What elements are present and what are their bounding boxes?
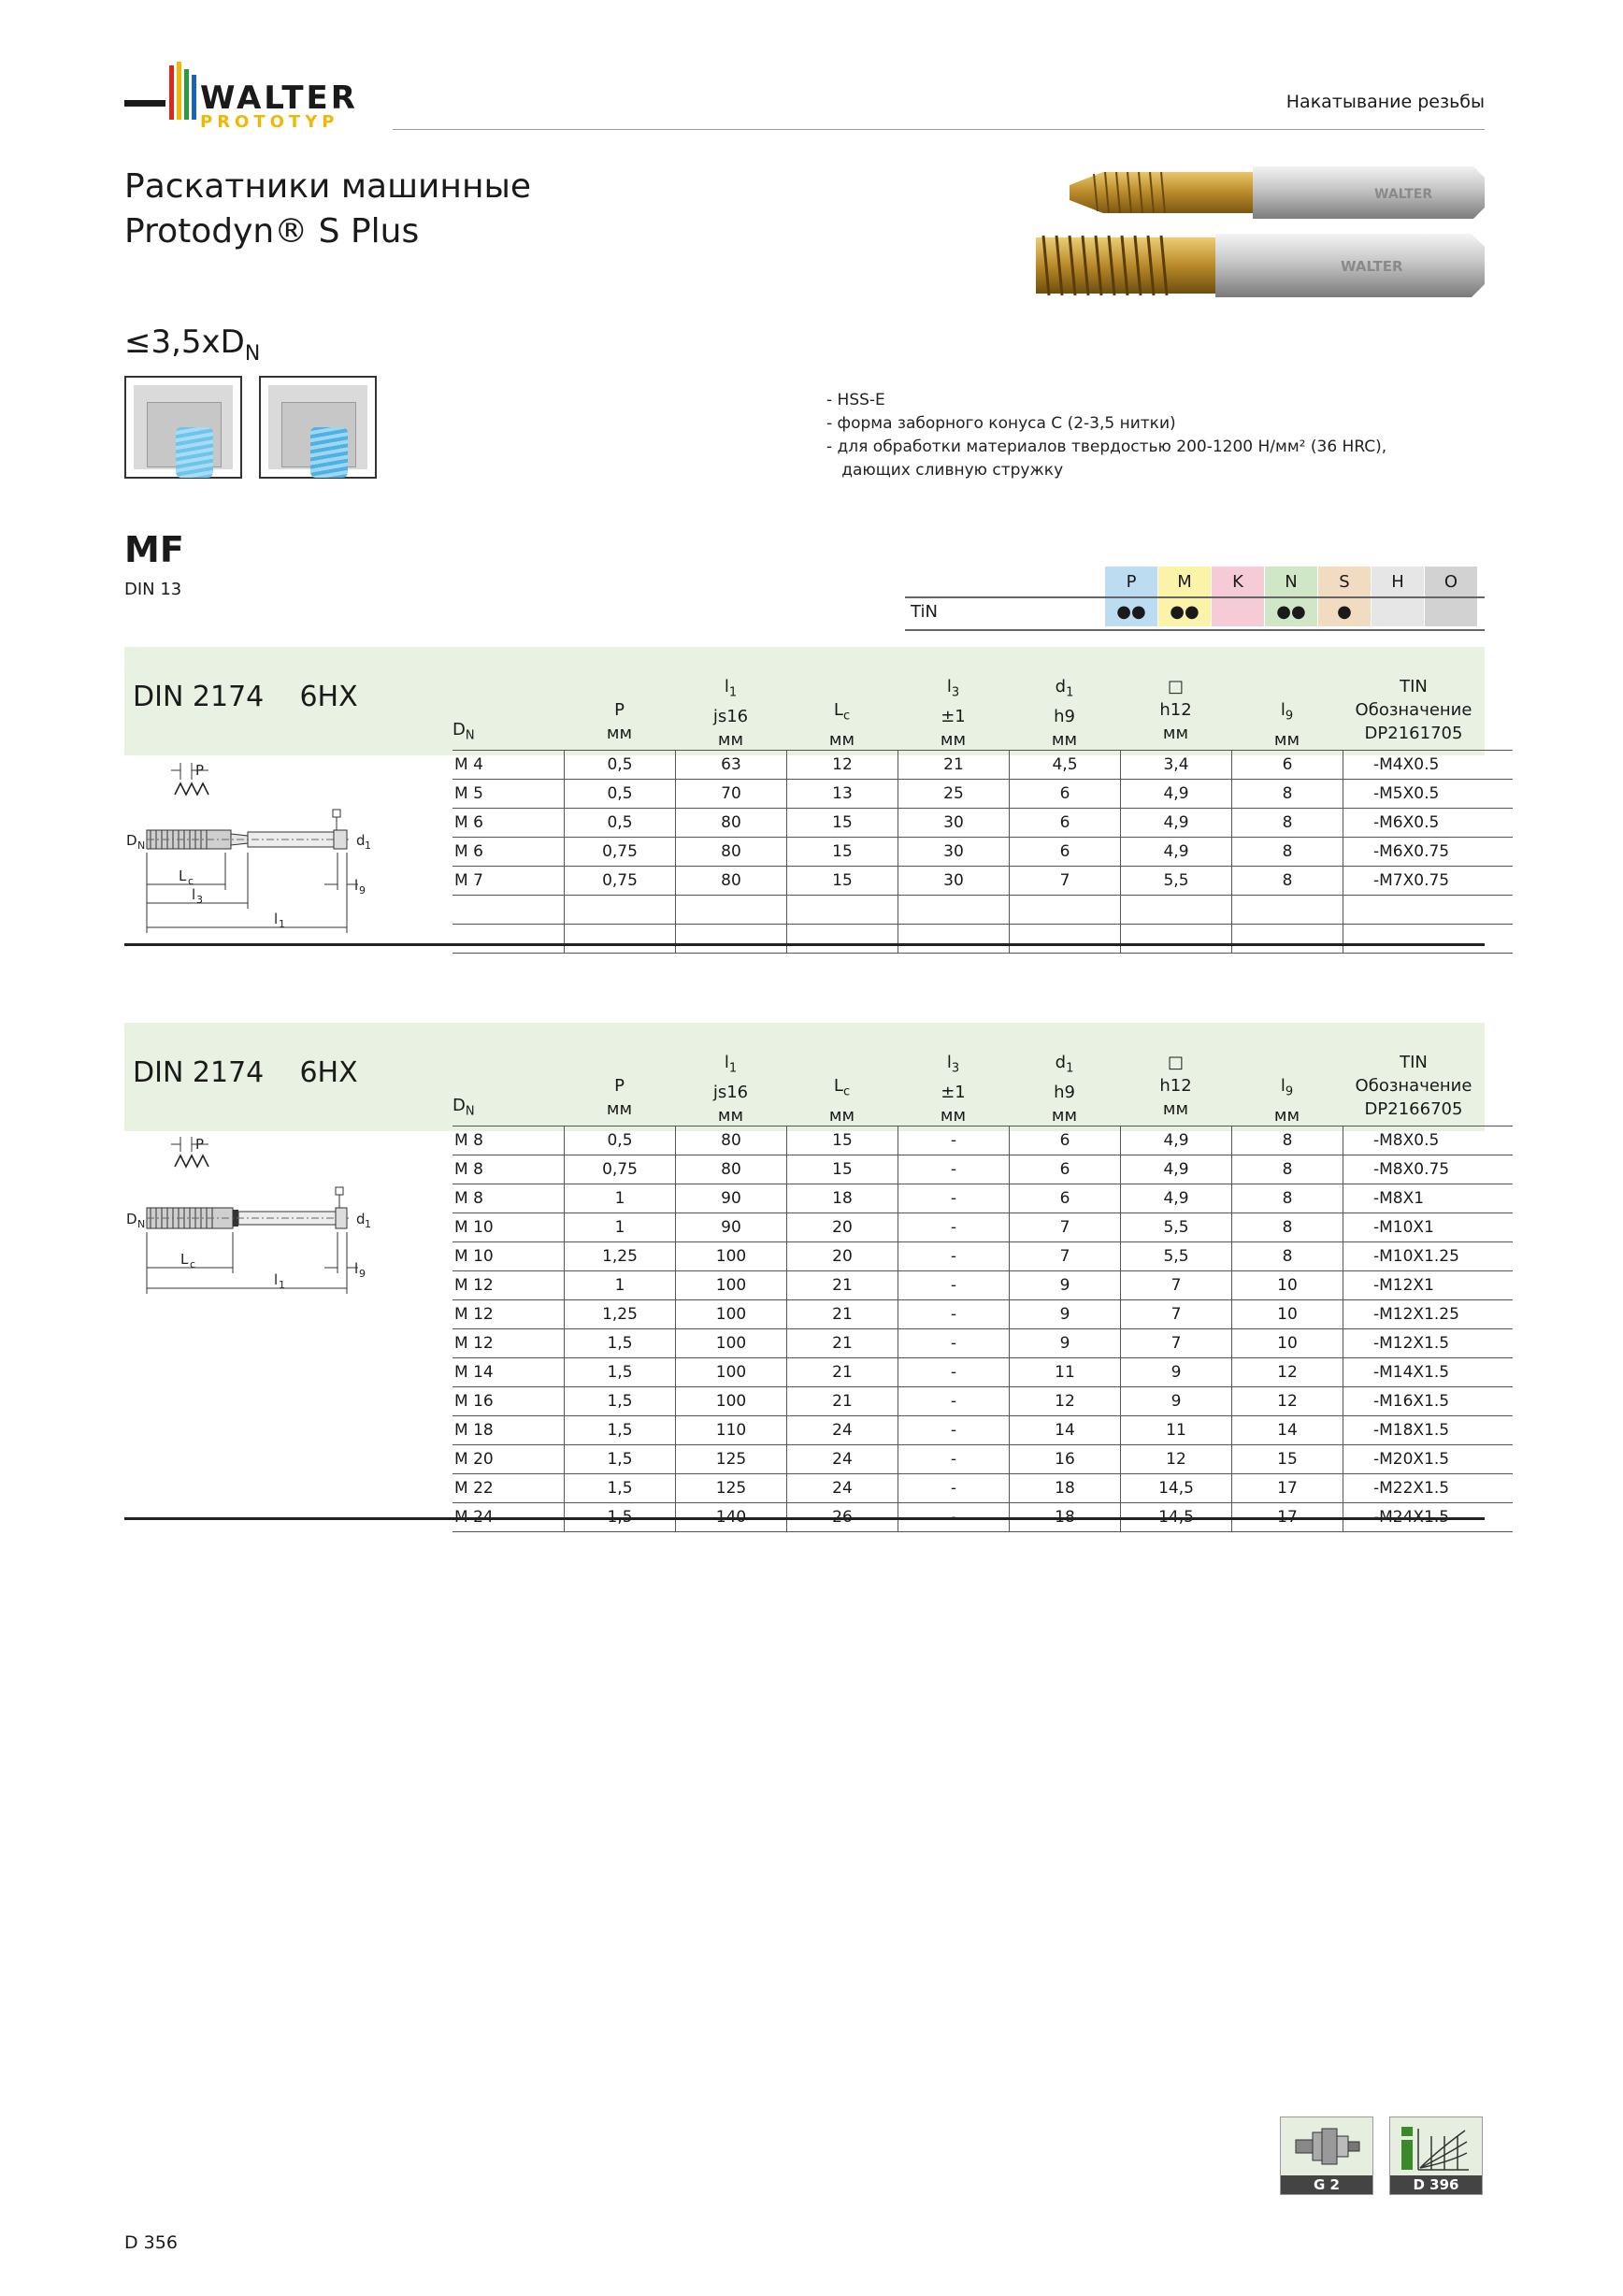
table-cell: 15 bbox=[1232, 1445, 1343, 1474]
table-cell bbox=[565, 896, 676, 925]
table-cell: 21 bbox=[898, 751, 1010, 780]
table-cell: 6 bbox=[1232, 751, 1343, 780]
material-rule bbox=[905, 596, 1485, 598]
table-cell: 1,5 bbox=[565, 1445, 676, 1474]
svg-text:9: 9 bbox=[359, 884, 366, 897]
table-cell: 25 bbox=[898, 780, 1010, 809]
material-n: N bbox=[1265, 567, 1318, 596]
table-cell: M 5 bbox=[452, 780, 565, 809]
table-cell: 1,25 bbox=[565, 1300, 676, 1329]
table-cell: 8 bbox=[1232, 1242, 1343, 1271]
table-cell: 1,5 bbox=[565, 1387, 676, 1416]
table-cell: 125 bbox=[676, 1445, 787, 1474]
table-cell: - bbox=[898, 1416, 1010, 1445]
svg-text:c: c bbox=[188, 875, 194, 887]
feature-item: - для обработки материалов твердостью 200-1200 Н/мм² (36 HRC), bbox=[826, 438, 1387, 456]
svg-text:WALTER: WALTER bbox=[1374, 187, 1433, 202]
table-row bbox=[452, 780, 1513, 809]
svg-text:1: 1 bbox=[279, 1279, 285, 1291]
col-l1: $l_1$ js16 мм bbox=[712, 677, 749, 750]
table-row bbox=[452, 867, 1513, 896]
col-l3: $l_3$ ±1 мм bbox=[940, 1053, 967, 1126]
feature-list bbox=[826, 389, 1386, 482]
table-cell: 4,9 bbox=[1121, 780, 1232, 809]
table-cell bbox=[1010, 925, 1121, 954]
table-cell bbox=[452, 896, 565, 925]
table2-bottom-rule bbox=[124, 1517, 1485, 1520]
col-p: P мм bbox=[606, 1076, 633, 1119]
table-row bbox=[452, 1300, 1513, 1329]
svg-text:c: c bbox=[190, 1258, 196, 1270]
feature-item: - форма заборного конуса С (2-3,5 нитки) bbox=[826, 414, 1176, 433]
table-cell: 1,5 bbox=[565, 1358, 676, 1387]
svg-text:1: 1 bbox=[365, 839, 371, 852]
table-cell: -M22X1.5 bbox=[1343, 1474, 1514, 1503]
rating-m: ●● bbox=[1158, 596, 1212, 626]
table-cell: 8 bbox=[1232, 867, 1343, 896]
col-d1: $d_1$ h9 мм bbox=[1051, 1053, 1078, 1126]
through-hole-icon bbox=[124, 376, 242, 479]
blind-hole-icon bbox=[259, 376, 377, 479]
section-label: Накатывание резьбы bbox=[1285, 92, 1485, 112]
table-cell: - bbox=[898, 1271, 1010, 1300]
rating-h bbox=[1372, 596, 1425, 626]
table-cell: 8 bbox=[1232, 780, 1343, 809]
brand-logo-mark bbox=[124, 62, 199, 122]
table-row bbox=[452, 1329, 1513, 1358]
table-cell: M 20 bbox=[452, 1445, 565, 1474]
table-cell: 0,75 bbox=[565, 1155, 676, 1184]
col-lc: $L_c$ мм bbox=[828, 1076, 855, 1126]
table-row bbox=[452, 838, 1513, 867]
table-cell: 12 bbox=[1232, 1387, 1343, 1416]
table-cell: 15 bbox=[787, 867, 898, 896]
table-cell: 30 bbox=[898, 809, 1010, 838]
table-cell: 12 bbox=[787, 751, 898, 780]
tool-drawing-1 bbox=[124, 759, 442, 939]
thread-standard: DIN 13 bbox=[124, 580, 182, 599]
table-cell: -M8X1 bbox=[1343, 1184, 1514, 1213]
table-cell: M 8 bbox=[452, 1155, 565, 1184]
table-cell bbox=[1010, 896, 1121, 925]
table-cell: -M16X1.5 bbox=[1343, 1387, 1514, 1416]
table-cell: M 12 bbox=[452, 1271, 565, 1300]
table-cell bbox=[787, 925, 898, 954]
table-cell bbox=[1232, 896, 1343, 925]
table-cell: 15 bbox=[787, 1126, 898, 1155]
col-code: TIN Обозначение DP2161705 bbox=[1355, 677, 1472, 743]
table-cell: M 6 bbox=[452, 838, 565, 867]
table-cell: -M4X0.5 bbox=[1343, 751, 1514, 780]
col-l9: $l_9$ мм bbox=[1273, 700, 1300, 750]
rating-n: ●● bbox=[1265, 596, 1318, 626]
table-cell: 0,5 bbox=[565, 780, 676, 809]
table-cell: 7 bbox=[1121, 1329, 1232, 1358]
table-cell: 4,9 bbox=[1121, 809, 1232, 838]
table-cell: 80 bbox=[676, 838, 787, 867]
tool-holder-reference[interactable]: G 2 bbox=[1280, 2117, 1373, 2195]
table-cell: 20 bbox=[787, 1213, 898, 1242]
feature-item: - HSS-E bbox=[826, 391, 885, 409]
table-cell: - bbox=[898, 1184, 1010, 1213]
table-cell: 70 bbox=[676, 780, 787, 809]
table-cell: 21 bbox=[787, 1329, 898, 1358]
table-cell: -M12X1 bbox=[1343, 1271, 1514, 1300]
table-row bbox=[452, 1184, 1513, 1213]
table-row bbox=[452, 1358, 1513, 1387]
svg-text:l: l bbox=[274, 1271, 279, 1288]
table-cell: -M18X1.5 bbox=[1343, 1416, 1514, 1445]
table-cell: 30 bbox=[898, 838, 1010, 867]
tool-drawing-2 bbox=[124, 1133, 442, 1301]
table-cell: M 14 bbox=[452, 1358, 565, 1387]
table-cell: 9 bbox=[1010, 1300, 1121, 1329]
table-cell: 100 bbox=[676, 1300, 787, 1329]
table-cell: 100 bbox=[676, 1387, 787, 1416]
svg-text:d: d bbox=[356, 1211, 366, 1227]
table-cell: 5,5 bbox=[1121, 1213, 1232, 1242]
table-cell: - bbox=[898, 1358, 1010, 1387]
table-cell: 12 bbox=[1121, 1445, 1232, 1474]
table-cell: -M20X1.5 bbox=[1343, 1445, 1514, 1474]
table-cell bbox=[1343, 925, 1514, 954]
table-cell: 15 bbox=[787, 838, 898, 867]
table-cell: - bbox=[898, 1300, 1010, 1329]
table-cell: 8 bbox=[1232, 1213, 1343, 1242]
table-row bbox=[452, 1271, 1513, 1300]
table-cell: 0,5 bbox=[565, 809, 676, 838]
table-cell: 6 bbox=[1010, 1155, 1121, 1184]
table-cell: 24 bbox=[787, 1416, 898, 1445]
table-cell: M 6 bbox=[452, 809, 565, 838]
table-cell: 0,5 bbox=[565, 1126, 676, 1155]
table-cell: 63 bbox=[676, 751, 787, 780]
table-cell: 15 bbox=[787, 1155, 898, 1184]
material-h: H bbox=[1372, 567, 1425, 596]
table-cell: 4,9 bbox=[1121, 1126, 1232, 1155]
table-cell: -M8X0.75 bbox=[1343, 1155, 1514, 1184]
table-cell: M 12 bbox=[452, 1300, 565, 1329]
table-cell: 90 bbox=[676, 1184, 787, 1213]
table-cell: M 18 bbox=[452, 1416, 565, 1445]
page-title: Раскатники машинные Protodyn® S Plus bbox=[124, 167, 532, 251]
svg-text:P: P bbox=[195, 762, 205, 779]
table-cell: 0,5 bbox=[565, 751, 676, 780]
table-cell: 7 bbox=[1121, 1271, 1232, 1300]
table-cell: - bbox=[898, 1387, 1010, 1416]
table-cell: - bbox=[898, 1242, 1010, 1271]
table-cell: 5,5 bbox=[1121, 867, 1232, 896]
table-cell: 8 bbox=[1232, 1184, 1343, 1213]
table-cell bbox=[898, 896, 1010, 925]
table-cell: - bbox=[898, 1213, 1010, 1242]
table-cell: 1,5 bbox=[565, 1329, 676, 1358]
tool-image-long-thread bbox=[1032, 230, 1487, 301]
table-cell: 1 bbox=[565, 1271, 676, 1300]
table-cell: 14,5 bbox=[1121, 1474, 1232, 1503]
table-row bbox=[452, 1445, 1513, 1474]
svg-text:N: N bbox=[137, 839, 146, 852]
table-cell: 100 bbox=[676, 1271, 787, 1300]
table-row bbox=[452, 1155, 1513, 1184]
material-m: M bbox=[1158, 567, 1212, 596]
table-cell: 80 bbox=[676, 1155, 787, 1184]
table-row bbox=[452, 1213, 1513, 1242]
table2-standard: DIN 2174 6HX bbox=[133, 1056, 358, 1089]
table-row bbox=[452, 896, 1513, 925]
table-cell: 7 bbox=[1010, 867, 1121, 896]
table-cell bbox=[787, 896, 898, 925]
svg-text:WALTER: WALTER bbox=[1341, 258, 1403, 275]
table-row bbox=[452, 809, 1513, 838]
table-cell: - bbox=[898, 1329, 1010, 1358]
table-cell: 24 bbox=[787, 1445, 898, 1474]
svg-text:D: D bbox=[126, 1211, 137, 1227]
thread-type: MF bbox=[124, 529, 184, 570]
col-square: □ h12 мм bbox=[1159, 1053, 1192, 1119]
table-cell bbox=[1343, 896, 1514, 925]
svg-text:l: l bbox=[192, 886, 196, 903]
table-cell: 21 bbox=[787, 1300, 898, 1329]
table-cell: - bbox=[898, 1126, 1010, 1155]
table-cell: 8 bbox=[1232, 809, 1343, 838]
table-cell: - bbox=[898, 1155, 1010, 1184]
table-cell: M 8 bbox=[452, 1126, 565, 1155]
table-cell: M 16 bbox=[452, 1387, 565, 1416]
table-cell: 4,9 bbox=[1121, 1184, 1232, 1213]
table-cell: 21 bbox=[787, 1358, 898, 1387]
table-cell: 10 bbox=[1232, 1329, 1343, 1358]
table-cell: 0,75 bbox=[565, 867, 676, 896]
table1-standard: DIN 2174 6HX bbox=[133, 681, 358, 713]
table-cell: 13 bbox=[787, 780, 898, 809]
table-cell: M 7 bbox=[452, 867, 565, 896]
table-row bbox=[452, 1474, 1513, 1503]
table-cell: 21 bbox=[787, 1387, 898, 1416]
table-cell: - bbox=[898, 1445, 1010, 1474]
table-cell: 3,4 bbox=[1121, 751, 1232, 780]
coating-label: TiN bbox=[911, 601, 938, 622]
svg-text:3: 3 bbox=[196, 894, 203, 906]
feature-item: дающих сливную стружку bbox=[826, 461, 1064, 480]
table-cell: M 12 bbox=[452, 1329, 565, 1358]
table-cell: 100 bbox=[676, 1242, 787, 1271]
table-cell: 11 bbox=[1010, 1358, 1121, 1387]
table-cell bbox=[1121, 925, 1232, 954]
rating-p: ●● bbox=[1105, 596, 1158, 626]
table-cell: 80 bbox=[676, 809, 787, 838]
table-cell: 7 bbox=[1010, 1213, 1121, 1242]
rating-k bbox=[1212, 596, 1265, 626]
table-row bbox=[452, 1242, 1513, 1271]
table-cell: 4,9 bbox=[1121, 838, 1232, 867]
table-cell: 0,75 bbox=[565, 838, 676, 867]
table-cell: -M12X1.25 bbox=[1343, 1300, 1514, 1329]
table-cell: 8 bbox=[1232, 1126, 1343, 1155]
col-l1: $l_1$ js16 мм bbox=[712, 1053, 749, 1126]
table-cell: 10 bbox=[1232, 1300, 1343, 1329]
table-cell: 30 bbox=[898, 867, 1010, 896]
material-o: O bbox=[1425, 567, 1478, 596]
table-cell: M 10 bbox=[452, 1213, 565, 1242]
table-cell: 9 bbox=[1010, 1329, 1121, 1358]
table-cell: -M6X0.75 bbox=[1343, 838, 1514, 867]
table1-grid bbox=[452, 750, 1513, 954]
material-s: S bbox=[1318, 567, 1372, 596]
svg-text:1: 1 bbox=[365, 1218, 371, 1230]
svg-text:l: l bbox=[354, 877, 359, 894]
table-cell: 18 bbox=[1010, 1474, 1121, 1503]
material-p: P bbox=[1105, 567, 1158, 596]
table-cell bbox=[898, 925, 1010, 954]
table-cell bbox=[452, 925, 565, 954]
table-cell: -M5X0.5 bbox=[1343, 780, 1514, 809]
table-row bbox=[452, 1126, 1513, 1155]
svg-text:N: N bbox=[137, 1218, 146, 1230]
table-cell: -M12X1.5 bbox=[1343, 1329, 1514, 1358]
svg-text:9: 9 bbox=[359, 1268, 366, 1280]
page-number: D 356 bbox=[124, 2232, 178, 2253]
table-row bbox=[452, 925, 1513, 954]
table-cell: 12 bbox=[1232, 1358, 1343, 1387]
table-cell: 1,5 bbox=[565, 1474, 676, 1503]
material-k: K bbox=[1212, 567, 1265, 596]
table-cell bbox=[1121, 896, 1232, 925]
table-cell: -M14X1.5 bbox=[1343, 1358, 1514, 1387]
table-cell: 7 bbox=[1010, 1242, 1121, 1271]
table-cell: 6 bbox=[1010, 809, 1121, 838]
table-cell: 9 bbox=[1121, 1387, 1232, 1416]
table-cell: 100 bbox=[676, 1329, 787, 1358]
table-cell: -M8X0.5 bbox=[1343, 1126, 1514, 1155]
col-square: □ h12 мм bbox=[1159, 677, 1192, 743]
col-code: TIN Обозначение DP2166705 bbox=[1355, 1053, 1472, 1119]
col-lc: $L_c$ мм bbox=[828, 700, 855, 750]
table-cell bbox=[676, 896, 787, 925]
table-cell: 90 bbox=[676, 1213, 787, 1242]
table-cell: 6 bbox=[1010, 780, 1121, 809]
table-cell: 9 bbox=[1010, 1271, 1121, 1300]
table-cell: 8 bbox=[1232, 838, 1343, 867]
table-cell: 12 bbox=[1010, 1387, 1121, 1416]
table-cell: 100 bbox=[676, 1358, 787, 1387]
table-cell: 21 bbox=[787, 1271, 898, 1300]
table-cell: 11 bbox=[1121, 1416, 1232, 1445]
col-dn: $D_N$ bbox=[452, 1096, 475, 1119]
table-cell: 4,5 bbox=[1010, 751, 1121, 780]
table-cell: 8 bbox=[1232, 1155, 1343, 1184]
svg-text:L: L bbox=[179, 868, 187, 884]
table-cell: 1,25 bbox=[565, 1242, 676, 1271]
table-cell: -M6X0.5 bbox=[1343, 809, 1514, 838]
table-cell: M 4 bbox=[452, 751, 565, 780]
info-chart-icon bbox=[1400, 2123, 1472, 2172]
table-cell: 80 bbox=[676, 1126, 787, 1155]
table-cell: 24 bbox=[787, 1474, 898, 1503]
col-p: P мм bbox=[606, 700, 633, 743]
table-cell: 1 bbox=[565, 1184, 676, 1213]
table-cell: 20 bbox=[787, 1242, 898, 1271]
tool-holder-icon bbox=[1290, 2123, 1363, 2172]
table-cell: 4,9 bbox=[1121, 1155, 1232, 1184]
table-cell: 1,5 bbox=[565, 1416, 676, 1445]
header-rule bbox=[393, 129, 1485, 130]
technical-info-reference[interactable]: D 396 bbox=[1389, 2117, 1483, 2195]
table-row bbox=[452, 751, 1513, 780]
rating-s: ● bbox=[1318, 596, 1372, 626]
table-cell: 80 bbox=[676, 867, 787, 896]
table-row bbox=[452, 1387, 1513, 1416]
col-d1: $d_1$ h9 мм bbox=[1051, 677, 1078, 750]
table-cell: M 8 bbox=[452, 1184, 565, 1213]
table-cell: 7 bbox=[1121, 1300, 1232, 1329]
brand-name: WALTER bbox=[200, 79, 358, 117]
table-cell: - bbox=[898, 1474, 1010, 1503]
col-l3: $l_3$ ±1 мм bbox=[940, 677, 967, 750]
table-cell: 6 bbox=[1010, 1126, 1121, 1155]
svg-text:P: P bbox=[195, 1136, 205, 1153]
table-cell: 1 bbox=[565, 1213, 676, 1242]
col-l9: $l_9$ мм bbox=[1273, 1076, 1300, 1126]
table-cell bbox=[565, 925, 676, 954]
table-row bbox=[452, 1416, 1513, 1445]
table-cell: 6 bbox=[1010, 838, 1121, 867]
table-cell: -M7X0.75 bbox=[1343, 867, 1514, 896]
tool-image-short-chamfer bbox=[1066, 159, 1487, 226]
table-cell: -M10X1.25 bbox=[1343, 1242, 1514, 1271]
svg-text:d: d bbox=[356, 832, 366, 849]
table-cell: M 10 bbox=[452, 1242, 565, 1271]
table-cell: M 22 bbox=[452, 1474, 565, 1503]
svg-text:l: l bbox=[274, 911, 279, 927]
svg-text:D: D bbox=[126, 832, 137, 849]
svg-text:L: L bbox=[180, 1251, 189, 1268]
table2-grid bbox=[452, 1126, 1513, 1532]
table1-bottom-rule bbox=[124, 943, 1485, 946]
rating-o bbox=[1425, 596, 1478, 626]
depth-ratio: $\le 3,5xD_N$ bbox=[124, 323, 261, 366]
table-cell: 9 bbox=[1121, 1358, 1232, 1387]
table-cell: -M10X1 bbox=[1343, 1213, 1514, 1242]
table-cell: 125 bbox=[676, 1474, 787, 1503]
brand-sub: PROTOTYP bbox=[200, 112, 339, 132]
col-dn: $D_N$ bbox=[452, 720, 475, 743]
table-cell: 10 bbox=[1232, 1271, 1343, 1300]
svg-text:1: 1 bbox=[279, 918, 285, 930]
table-cell: 5,5 bbox=[1121, 1242, 1232, 1271]
table-cell: 16 bbox=[1010, 1445, 1121, 1474]
table-cell: 15 bbox=[787, 809, 898, 838]
material-rule bbox=[905, 629, 1485, 631]
table-cell: 110 bbox=[676, 1416, 787, 1445]
svg-text:l: l bbox=[354, 1260, 359, 1277]
table-cell: 17 bbox=[1232, 1474, 1343, 1503]
table-cell: 18 bbox=[787, 1184, 898, 1213]
table-cell: 6 bbox=[1010, 1184, 1121, 1213]
table-cell: 14 bbox=[1232, 1416, 1343, 1445]
table-cell bbox=[676, 925, 787, 954]
table-cell bbox=[1232, 925, 1343, 954]
table-cell: 14 bbox=[1010, 1416, 1121, 1445]
